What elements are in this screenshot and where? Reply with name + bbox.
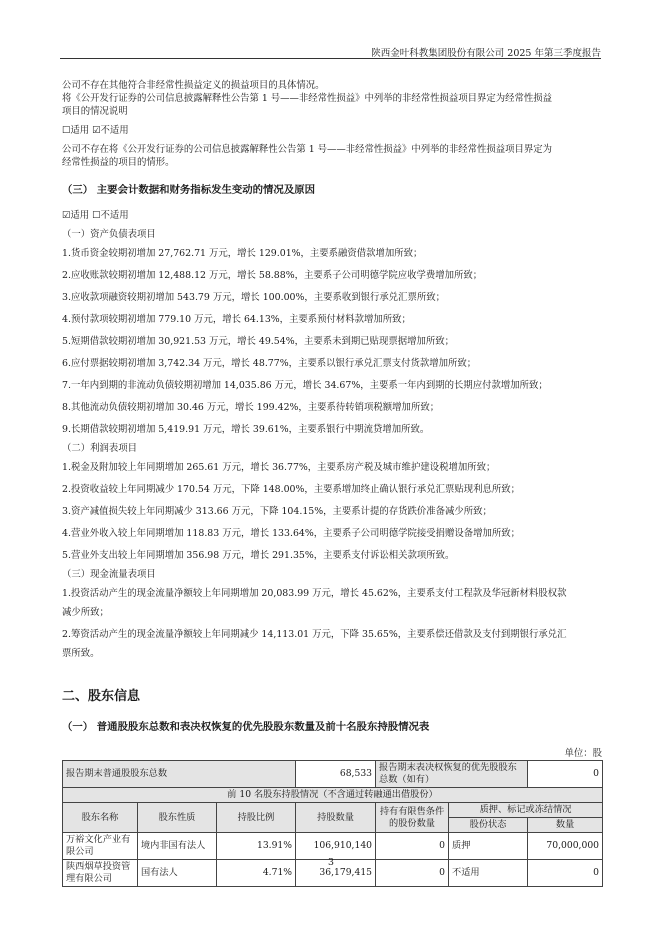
cash-item-2-line2: 票所致。	[62, 648, 100, 659]
col-header-quantity: 持股数量	[296, 803, 376, 833]
shareholder-table-title: （一） 普通股股东总数和表决权恢复的优先股股东数量及前十名股东持股情况表	[62, 721, 430, 733]
shareholder-quantity: 36,179,415	[296, 860, 376, 887]
balance-item: 2.应收账款较期初增加 12,488.12 万元，增长 58.88%，主要系子公司明德学院应收学费增加所致；	[62, 270, 483, 281]
income-item: 4.营业外收入较上年同期增加 118.83 万元，增长 133.64%，主要系子公司明德学院接受捐赠设备增加所致；	[62, 528, 521, 539]
shareholder-name: 陕西烟草投资管理有限公司	[63, 860, 138, 887]
col-header-ratio: 持股比例	[217, 803, 296, 833]
balance-item: 7.一年内到期的非流动负债较期初增加 14,035.86 万元，增长 34.67%，主要系一年内到期的长期应付款增加所致；	[62, 380, 548, 391]
col-header-status: 股份状态	[449, 818, 528, 833]
shareholder-pledge-count: 70,000,000	[528, 833, 603, 860]
cash-item-1-line1: 1.投资活动产生的现金流量净额较上年同期增加 20,083.99 万元，增长 45.62%，主要系支付工程款及华冠新材料股权款	[62, 588, 567, 599]
col-header-restricted: 持有有限售条件的股份数量	[376, 803, 449, 833]
shareholder-status: 不适用	[449, 860, 528, 887]
shareholder-status: 质押	[449, 833, 528, 860]
shareholder-nature: 国有法人	[138, 860, 217, 887]
top10-header: 前 10 名股东持股情况（不含通过转融通出借股份）	[63, 788, 603, 803]
preferred-shareholders-label: 报告期末表决权恢复的优先股股东总数（如有）	[376, 761, 528, 788]
shareholder-nature: 境内非国有法人	[138, 833, 217, 860]
shareholder-restricted: 0	[376, 833, 449, 860]
preferred-shareholders-value: 0	[528, 761, 603, 788]
cash-flow-subtitle: （三）现金流量表项目	[62, 569, 156, 580]
balance-sheet-subtitle: （一）资产负债表项目	[62, 229, 156, 240]
col-header-count: 数量	[528, 818, 603, 833]
nonrecurring-conclusion-line1: 公司不存在将《公开发行证券的公司信息披露解释性公告第 1 号——非经常性损益》中列举的非经常性损益项目界定为	[62, 144, 553, 155]
nonrecurring-applicability: ☐适用 ☑不适用	[62, 125, 129, 136]
cash-item-2-line1: 2.筹资活动产生的现金流量净额较上年同期减少 14,113.01 万元，下降 35.65%，主要系偿还借款及支付到期银行承兑汇	[62, 629, 567, 640]
balance-item: 5.短期借款较期初增加 30,921.53 万元，增长 49.54%，主要系未到期已贴现票据增加所致；	[62, 336, 454, 347]
cash-item-1-line2: 减少所致；	[62, 607, 109, 618]
nonrecurring-heading-line1: 将《公开发行证券的公司信息披露解释性公告第 1 号——非经常性损益》中列举的非经常性损益项目界定为经常性损益	[62, 93, 553, 104]
shareholder-restricted: 0	[376, 860, 449, 887]
report-header-title: 陕西金叶科教集团股份有限公司 2025 年第三季度报告	[371, 48, 601, 59]
total-shareholders-value: 68,533	[296, 761, 376, 788]
col-header-nature: 股东性质	[138, 803, 217, 833]
table-row	[63, 833, 603, 860]
income-item: 1.税金及附加较上年同期增加 265.61 万元，增长 36.77%，主要系房产税及城市维护建设税增加所致；	[62, 462, 496, 473]
income-statement-subtitle: （二）利润表项目	[62, 443, 138, 454]
income-item: 3.资产减值损失较上年同期减少 313.66 万元，下降 104.15%，主要系计提的存货跌价准备减少所致；	[62, 506, 492, 517]
shareholder-pledge-count: 0	[528, 860, 603, 887]
part-title-shareholders: 二、股东信息	[62, 689, 141, 704]
nonrecurring-heading-line2: 项目的情况说明	[62, 106, 128, 117]
unit-label: 单位：股	[564, 748, 602, 759]
shareholder-ratio: 13.91%	[217, 833, 296, 860]
shareholder-quantity: 106,910,140	[296, 833, 376, 860]
balance-item: 1.货币资金较期初增加 27,762.71 万元，增长 129.01%，主要系融资借款增加所致；	[62, 248, 423, 259]
shareholder-ratio: 4.71%	[217, 860, 296, 887]
nonrecurring-note: 公司不存在其他符合非经常性损益定义的损益项目的具体情况。	[62, 80, 325, 91]
section3-applicability: ☑适用 ☐不适用	[62, 210, 129, 221]
balance-item: 9.长期借款较期初增加 5,419.91 万元，增长 39.61%，主要系银行中期流贷增加所致。	[62, 424, 430, 435]
shareholder-name: 万裕文化产业有限公司	[63, 833, 138, 860]
balance-item: 6.应付票据较期初增加 3,742.34 万元，增长 48.77%，主要系以银行承兑汇票支付货款增加所致；	[62, 358, 477, 369]
page-number: 3	[328, 857, 334, 868]
balance-item: 4.预付款项较期初增加 779.10 万元，增长 64.13%，主要系预付材料款增加所致；	[62, 314, 411, 325]
report-body	[62, 79, 602, 887]
header-divider	[60, 58, 601, 59]
col-header-pledge: 质押、标记或冻结情况	[449, 803, 603, 818]
nonrecurring-conclusion-line2: 经常性损益的项目的情形。	[62, 157, 175, 168]
total-shareholders-label: 报告期末普通股股东总数	[63, 761, 296, 788]
income-item: 5.营业外支出较上年同期增加 356.98 万元，增长 291.35%，主要系支付诉讼相关款项所致。	[62, 550, 455, 561]
section-title-accounting-changes: （三） 主要会计数据和财务指标发生变动的情况及原因	[62, 184, 315, 196]
col-header-name: 股东名称	[63, 803, 138, 833]
balance-item: 8.其他流动负债较期初增加 30.46 万元，增长 199.42%，主要系待转销项税额增加所致；	[62, 402, 440, 413]
balance-item: 3.应收款项融资较期初增加 543.79 万元，增长 100.00%，主要系收到银行承兑汇票所致；	[62, 292, 446, 303]
income-item: 2.投资收益较上年同期减少 170.54 万元，下降 148.00%，主要系增加终止确认银行承兑汇票贴现利息所致；	[62, 484, 521, 495]
